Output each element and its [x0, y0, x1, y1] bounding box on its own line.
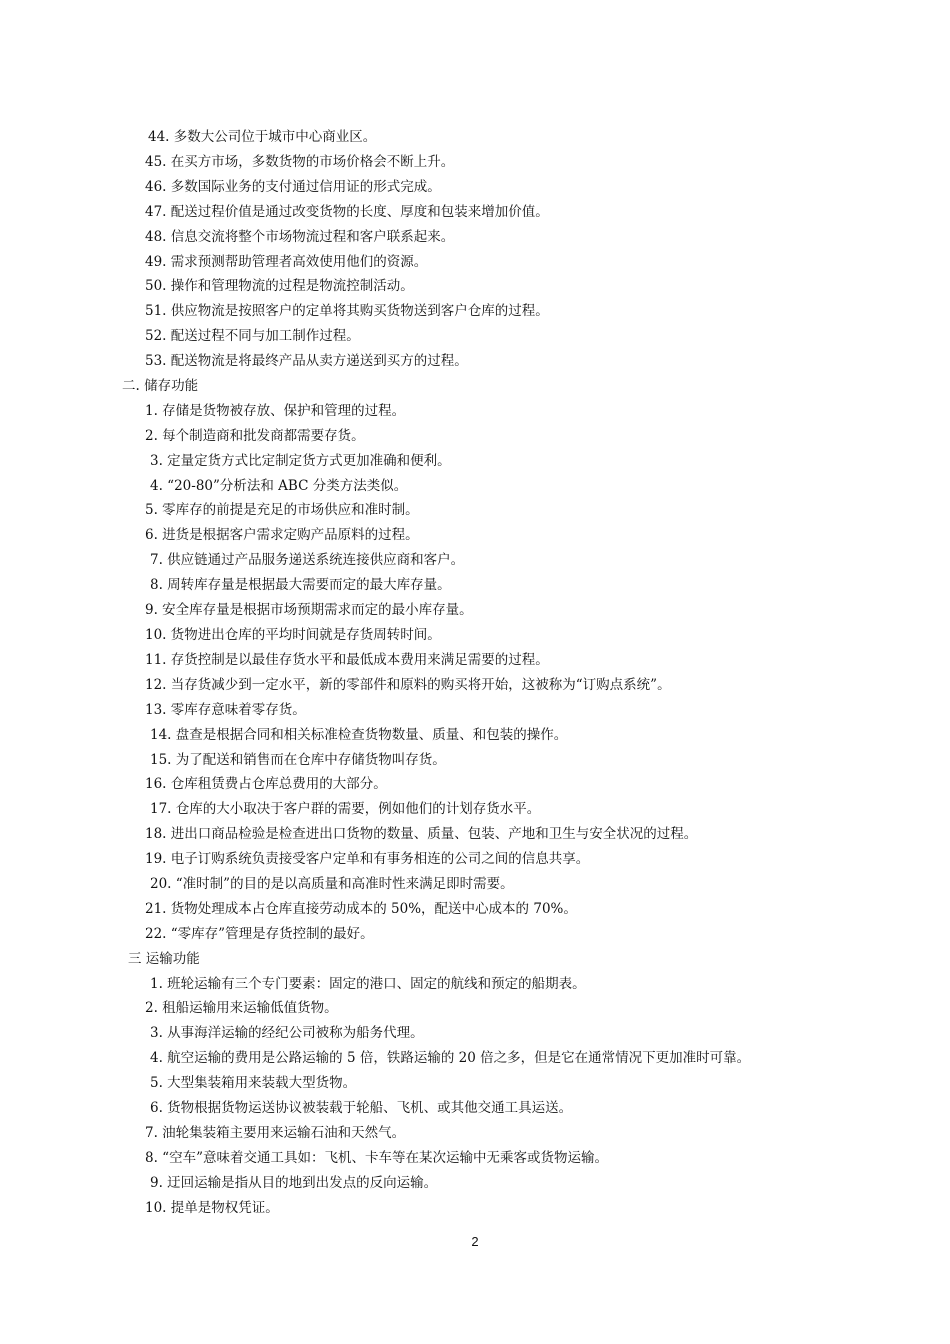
list-item: 22. “零库存”管理是存货控制的最好。 — [145, 926, 374, 942]
list-item: 13. 零库存意味着零存货。 — [145, 702, 306, 718]
list-item: 10. 提单是物权凭证。 — [145, 1200, 279, 1216]
list-item: 10. 货物进出仓库的平均时间就是存货周转时间。 — [145, 627, 441, 643]
list-item: 53. 配送物流是将最终产品从卖方递送到买方的过程。 — [145, 353, 468, 369]
list-item: 50. 操作和管理物流的过程是物流控制活动。 — [145, 278, 414, 294]
list-item: 8. “空车”意味着交通工具如：飞机、卡车等在某次运输中无乘客或货物运输。 — [145, 1150, 608, 1166]
list-item: 18. 进出口商品检验是检查进出口货物的数量、质量、包装、产地和卫生与安全状况的过程。 — [145, 826, 698, 842]
list-item: 52. 配送过程不同与加工制作过程。 — [145, 328, 360, 344]
list-item: 8. 周转库存量是根据最大需要而定的最大库存量。 — [150, 577, 451, 593]
list-item: 9. 迂回运输是指从目的地到出发点的反向运输。 — [150, 1175, 438, 1191]
list-item: 1. 存储是货物被存放、保护和管理的过程。 — [145, 403, 406, 419]
list-item: 9. 安全库存量是根据市场预期需求而定的最小库存量。 — [145, 602, 473, 618]
list-item: 49. 需求预测帮助管理者高效使用他们的资源。 — [145, 254, 428, 270]
list-item: 5. 零库存的前提是充足的市场供应和准时制。 — [145, 502, 419, 518]
list-item: 7. 供应链通过产品服务递送系统连接供应商和客户。 — [150, 552, 465, 568]
list-item: 48. 信息交流将整个市场物流过程和客户联系起来。 — [145, 229, 455, 245]
list-item: 20. “准时制”的目的是以高质量和高准时性来满足即时需要。 — [150, 876, 514, 892]
list-item: 1. 班轮运输有三个专门要素：固定的港口、固定的航线和预定的船期表。 — [150, 976, 586, 992]
list-item: 3. 从事海洋运输的经纪公司被称为船务代理。 — [150, 1025, 424, 1041]
list-item: 21. 货物处理成本占仓库直接劳动成本的 50%，配送中心成本的 70%。 — [145, 901, 577, 917]
list-item: 44. 多数大公司位于城市中心商业区。 — [148, 129, 377, 145]
list-item: 4. “20-80”分析法和 ABC 分类方法类似。 — [150, 478, 408, 494]
list-item: 7. 油轮集装箱主要用来运输石油和天然气。 — [145, 1125, 406, 1141]
list-item: 2. 每个制造商和批发商都需要存货。 — [145, 428, 365, 444]
list-item: 19. 电子订购系统负责接受客户定单和有事务相连的公司之间的信息共享。 — [145, 851, 590, 867]
list-item: 2. 租船运输用来运输低值货物。 — [145, 1000, 338, 1016]
list-item: 12. 当存货减少到一定水平，新的零部件和原料的购买将开始，这被称为“订购点系统”。 — [145, 677, 671, 693]
list-item: 4. 航空运输的费用是公路运输的 5 倍，铁路运输的 20 倍之多，但是它在通常情况下更加准时可靠。 — [150, 1050, 751, 1066]
section-heading-storage: 二. 储存功能 — [122, 378, 199, 394]
list-item: 3. 定量定货方式比定制定货方式更加准确和便利。 — [150, 453, 451, 469]
list-item: 6. 货物根据货物运送协议被装载于轮船、飞机、或其他交通工具运送。 — [150, 1100, 573, 1116]
list-item: 51. 供应物流是按照客户的定单将其购买货物送到客户仓库的过程。 — [145, 303, 549, 319]
section-heading-transport: 三 运输功能 — [128, 951, 200, 967]
list-item: 17. 仓库的大小取决于客户群的需要，例如他们的计划存货水平。 — [150, 801, 541, 817]
list-item: 45. 在买方市场，多数货物的市场价格会不断上升。 — [145, 154, 455, 170]
page-number: 2 — [471, 1234, 479, 1249]
list-item: 16. 仓库租赁费占仓库总费用的大部分。 — [145, 776, 387, 792]
list-item: 5. 大型集装箱用来装载大型货物。 — [150, 1075, 357, 1091]
list-item: 11. 存货控制是以最佳存货水平和最低成本费用来满足需要的过程。 — [145, 652, 549, 668]
list-item: 46. 多数国际业务的支付通过信用证的形式完成。 — [145, 179, 441, 195]
list-item: 15. 为了配送和销售而在仓库中存储货物叫存货。 — [150, 752, 446, 768]
list-item: 6. 进货是根据客户需求定购产品原料的过程。 — [145, 527, 419, 543]
list-item: 14. 盘查是根据合同和相关标准检查货物数量、质量、和包装的操作。 — [150, 727, 568, 743]
list-item: 47. 配送过程价值是通过改变货物的长度、厚度和包装来增加价值。 — [145, 204, 549, 220]
